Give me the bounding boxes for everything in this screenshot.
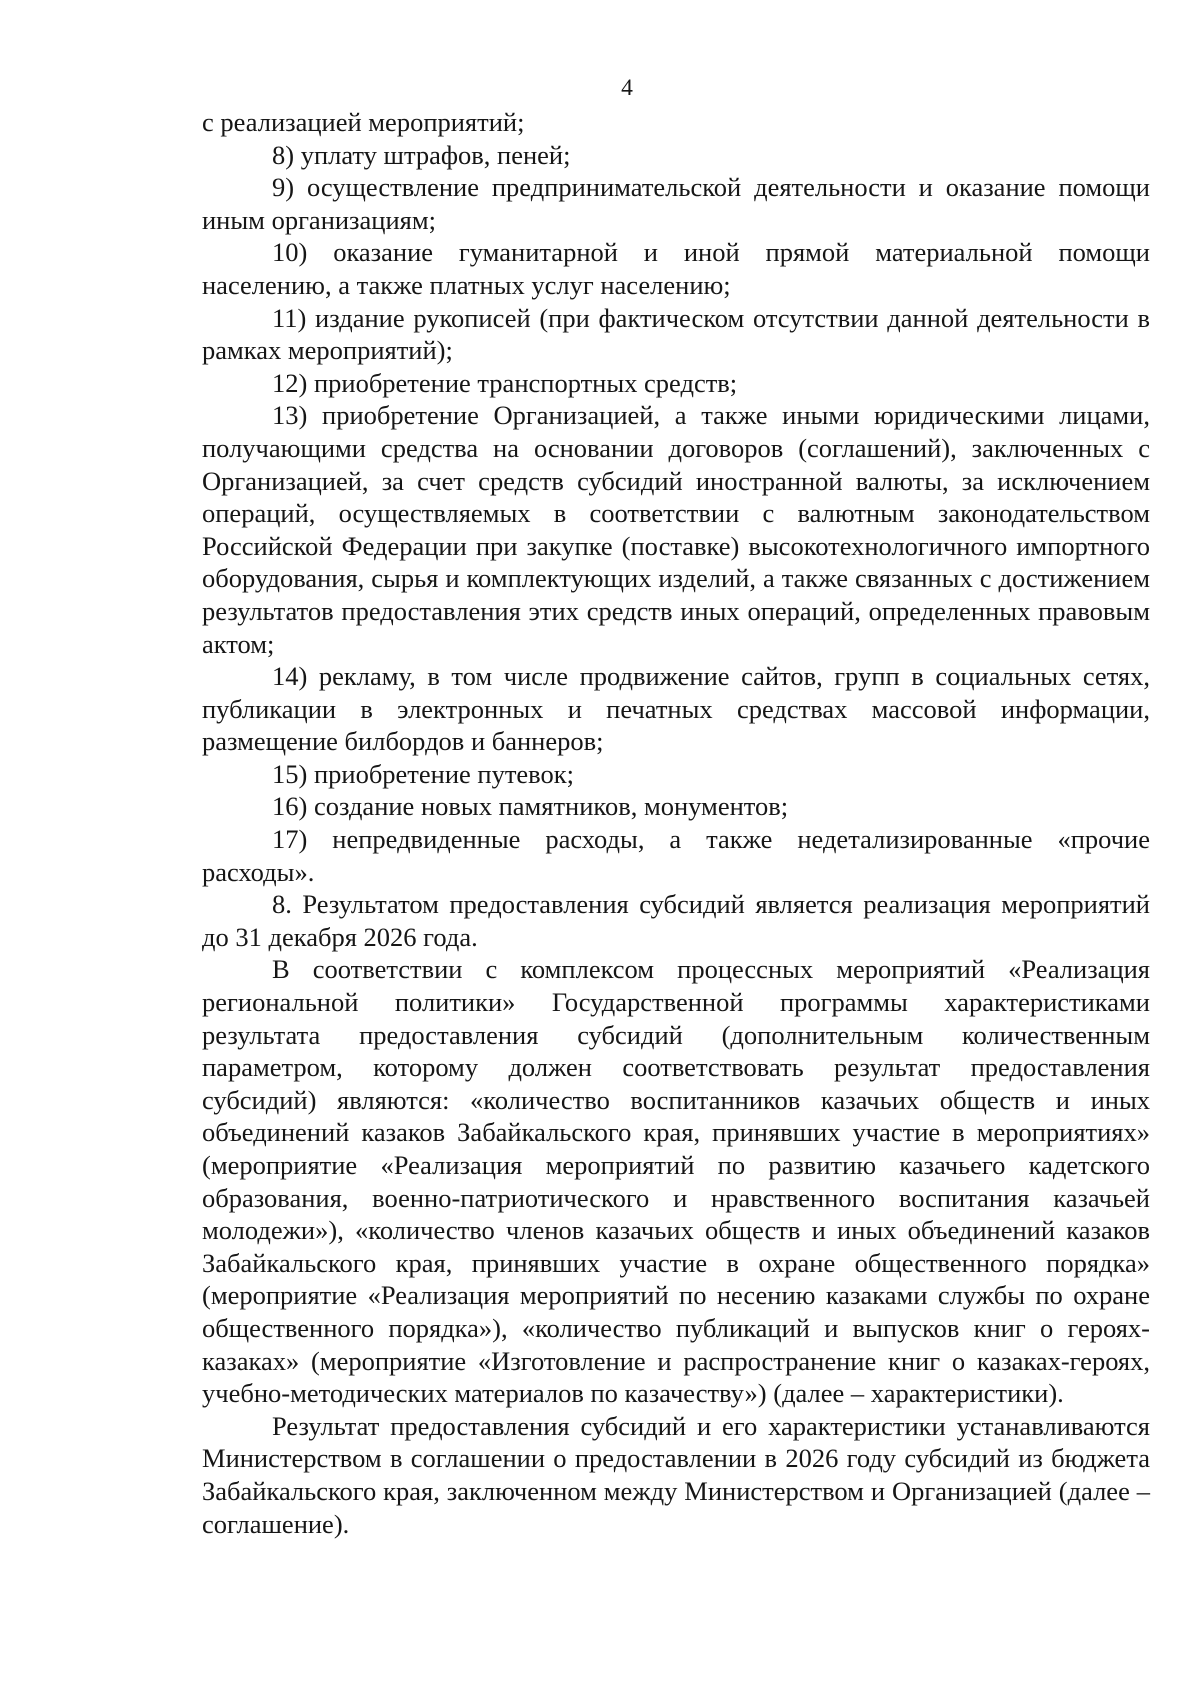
clause-8: 8. Результатом предоставления субсидий является реализация мероприятий до 31 декабря 2026 года. [202, 889, 1150, 952]
paragraph-agreement: Результат предоставления субсидий и его характеристики устанавливаются Министерством в соглашении о предоставлении в 2026 году субсидий из бюджета Забайкальского края, заключенном между Министерством и Организацией (далее – соглашение). [202, 1410, 1150, 1539]
list-item-9: 9) осуществление предпринимательской деятельности и оказание помощи иным организациям; [202, 172, 1150, 235]
document-body [202, 106, 1150, 1540]
paragraph-continuation: с реализацией мероприятий; [202, 107, 525, 137]
paragraph-characteristics: В соответствии с комплексом процессных мероприятий «Реализация региональной политики» Государственной программы характеристиками результата предоставления субсидий (дополнительным количественным параметром, которому должен соответствовать результат предоставления субсидий) являются: «количество воспитанников казачьих обществ и иных объединений казаков Забайкальского края, принявших участие в мероприятиях» (мероприятие «Реализация мероприятий по развитию казачьего кадетского образования, военно-патриотического и нравственного воспитания казачьей молодежи»), «количество членов казачьих обществ и иных объединений казаков Забайкальского края, принявших участие в охране общественного порядка» (мероприятие «Реализация мероприятий по несению казаками службы по охране общественного порядка»), «количество публикаций и выпусков книг о героях-казаках» (мероприятие «Изготовление и распространение книг о казаках-героях, учебно-методических материалов по казачеству») (далее – характеристики). [202, 954, 1150, 1409]
list-item-8: 8) уплату штрафов, пеней; [272, 139, 571, 170]
list-item-17: 17) непредвиденные расходы, а также недетализированные «прочие расходы». [202, 824, 1150, 887]
list-item-11: 11) издание рукописей (при фактическом отсутствии данной деятельности в рамках мероприятий); [202, 302, 1150, 366]
list-item-15: 15) приобретение путевок; [272, 758, 574, 789]
list-item-14: 14) рекламу, в том числе продвижение сайтов, групп в социальных сетях, публикации в электронных и печатных средствах массовой информации, размещение билбордов и баннеров; [202, 661, 1150, 757]
list-item-13: 13) приобретение Организацией, а также иными юридическими лицами, получающими средства на основании договоров (соглашений), заключенных с Организацией, за счет средств субсидий иностранной валюты, за исключением операций, осуществляемых в соответствии с валютным законодательством Российской Федерации при закупке (поставке) высокотехнологичного импортного оборудования, сырья и комплектующих изделий, а также связанных с достижением результатов предоставления этих средств иных операций, определенных правовым актом; [202, 400, 1150, 659]
list-item-16: 16) создание новых памятников, монументов; [272, 791, 789, 822]
list-item-12: 12) приобретение транспортных средств; [272, 367, 738, 398]
list-item-10: 10) оказание гуманитарной и иной прямой материальной помощи населению, а также платных услуг населению; [202, 237, 1150, 300]
page-number: 4 [621, 75, 633, 101]
